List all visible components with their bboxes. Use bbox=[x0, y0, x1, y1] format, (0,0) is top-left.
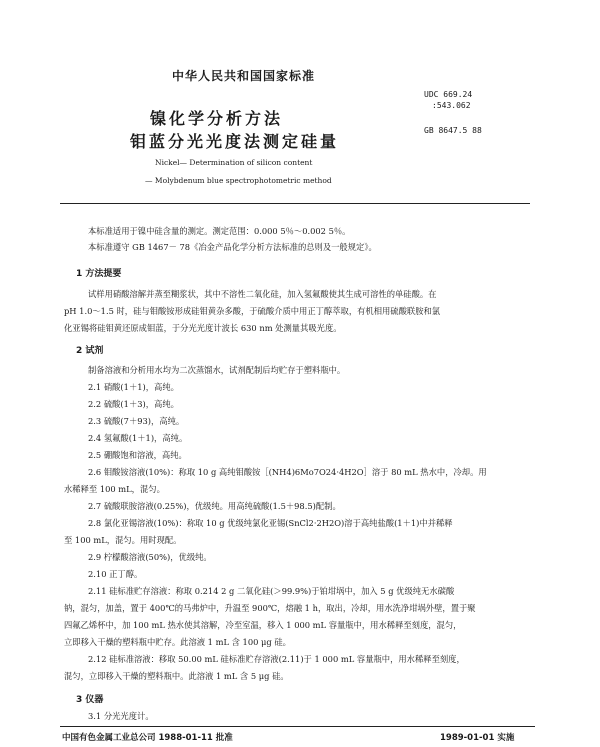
reagent-item: 2.6 钼酸铵溶液(10%)：称取 10 g 高纯钼酸铵［(NH4)6Mo7O24·4H2O］溶于 80 mL 热水中，冷却。用 bbox=[88, 467, 487, 477]
gb-code: GB 8647.5 88 bbox=[424, 126, 482, 135]
reagent-item: 2.9 柠檬酸溶液(50%)，优级纯。 bbox=[88, 552, 212, 562]
footer-divider bbox=[60, 726, 535, 727]
document-title-line2: 钼蓝分光光度法测定硅量 bbox=[130, 132, 340, 151]
reagent-item-continuation: 水稀释至 100 mL，混匀。 bbox=[64, 484, 165, 494]
reagent-item: 2.8 氯化亚锡溶液(10%)：称取 10 g 优级纯氯化亚锡(SnCl2·2H2O)溶于高纯盐酸(1＋1)中并稀释 bbox=[88, 518, 453, 528]
effective-date: 1989-01-01 实施 bbox=[440, 733, 515, 743]
reagent-item: 2.5 硼酸饱和溶液，高纯。 bbox=[88, 450, 187, 460]
approval-info: 中国有色金属工业总公司 1988-01-11 批准 bbox=[62, 733, 233, 743]
english-title-line1: Nickel— Determination of silicon content bbox=[155, 158, 313, 167]
header-divider bbox=[60, 203, 530, 204]
reagent-item: 2.2 硫酸(1＋3)，高纯。 bbox=[88, 399, 179, 409]
reagent-item: 2.10 正丁醇。 bbox=[88, 569, 143, 579]
reagent-item-continuation: 钠，混匀，加盖，置于 400℃的马弗炉中，升温至 900℃，熔融 1 h，取出，冷却，用水洗净坩埚外壁，置于聚 bbox=[64, 603, 476, 613]
reagent-item: 2.3 硫酸(7＋93)，高纯。 bbox=[88, 416, 185, 426]
compliance-paragraph: 本标准遵守 GB 1467－ 78《冶金产品化学分析方法标准的总则及一般规定》。 bbox=[88, 242, 377, 252]
reagent-item: 2.11 硅标准贮存溶液：称取 0.214 2 g 二氧化硅(＞99.9%)于铂坩埚中，加入 5 g 优级纯无水碳酸 bbox=[88, 586, 455, 596]
reagent-item: 2.7 硫酸联胺溶液(0.25%)，优级纯。用高纯硫酸(1.5＋98.5)配制。 bbox=[88, 501, 341, 511]
national-standard-heading: 中华人民共和国国家标准 bbox=[172, 69, 316, 83]
english-title-line2: — Molybdenum blue spectrophotometric method bbox=[145, 176, 332, 185]
reagent-item-continuation: 立即移入干燥的塑料瓶中贮存。此溶液 1 mL 含 100 μg 硅。 bbox=[64, 637, 291, 647]
udc-code-line1: UDC 669.24 bbox=[424, 90, 473, 99]
method-summary-line: 化亚锡将硅钼黄还原成钼蓝，于分光光度计波长 630 nm 处测量其吸光度。 bbox=[64, 323, 342, 333]
reagents-intro: 制备溶液和分析用水均为二次蒸馏水，试剂配制后均贮存于塑料瓶中。 bbox=[88, 365, 346, 375]
reagent-item-continuation: 混匀，立即移入干燥的塑料瓶中。此溶液 1 mL 含 5 μg 硅。 bbox=[64, 671, 289, 681]
reagent-item-continuation: 四氟乙烯杯中，加 100 mL 热水使其溶解，冷至室温，移入 1 000 mL 容量瓶中，用水稀释至刻度，混匀， bbox=[64, 620, 462, 630]
reagent-item: 2.4 氢氟酸(1＋1)，高纯。 bbox=[88, 433, 188, 443]
section-3-heading: 3 仪器 bbox=[76, 695, 104, 705]
reagent-item: 2.12 硅标准溶液：移取 50.00 mL 硅标准贮存溶液(2.11)于 1 000 mL 容量瓶中，用水稀释至刻度， bbox=[88, 654, 465, 664]
method-summary-line: pH 1.0～1.5 时，硅与钼酸铵形成硅钼黄杂多酸，于硫酸介质中用正丁醇萃取，有机相用硫酸联胺和氯 bbox=[64, 306, 441, 316]
section-1-heading: 1 方法提要 bbox=[76, 269, 122, 279]
udc-code-line2: :543.062 bbox=[432, 101, 471, 110]
scope-paragraph: 本标准适用于镍中硅含量的测定。测定范围：0.000 5％～0.002 5％。 bbox=[88, 226, 351, 236]
reagent-item: 2.1 硝酸(1＋1)，高纯。 bbox=[88, 382, 179, 392]
document-title-line1: 镍化学分析方法 bbox=[150, 109, 284, 128]
method-summary-line: 试样用硝酸溶解并蒸至糊浆状，其中不溶性二氧化硅，加入氢氟酸使其生成可溶性的单硅酸。在 bbox=[88, 289, 437, 299]
reagent-item-continuation: 至 100 mL，混匀。用时现配。 bbox=[64, 535, 182, 545]
section-2-heading: 2 试剂 bbox=[76, 346, 104, 356]
instrument-item: 3.1 分光光度计。 bbox=[88, 711, 154, 721]
